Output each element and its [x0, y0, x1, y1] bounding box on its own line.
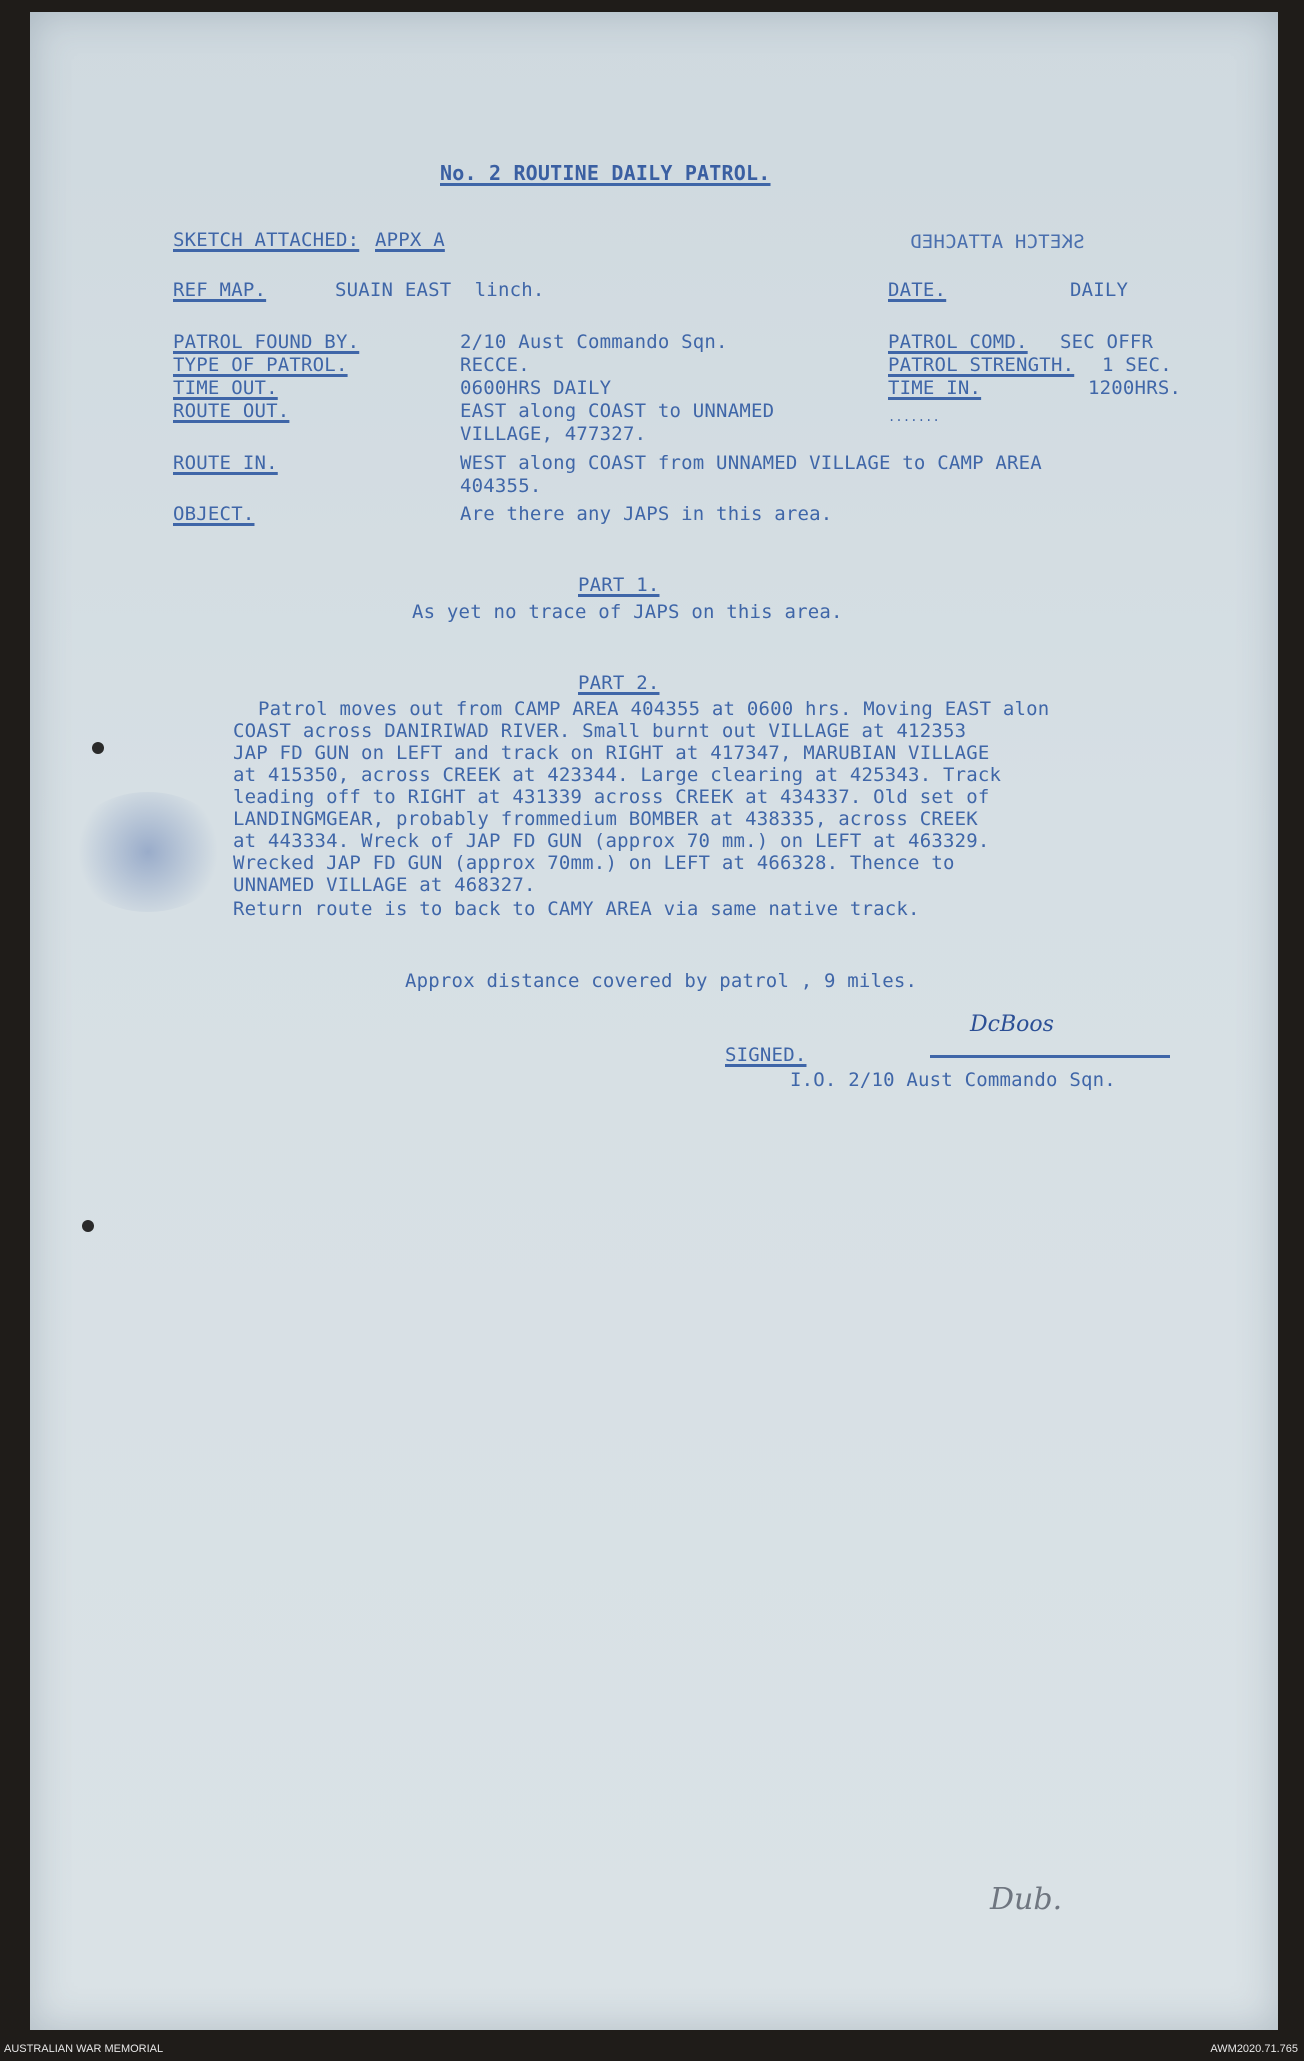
- route-out-label: ROUTE OUT.: [173, 400, 290, 422]
- part1-heading: PART 1.: [578, 574, 660, 596]
- date-label: DATE.: [888, 279, 947, 301]
- sketch-mirror: [910, 229, 1085, 255]
- part2-heading: PART 2.: [578, 672, 660, 694]
- part1-text: As yet no trace of JAPS on this area.: [412, 601, 843, 623]
- signed-label: SIGNED.: [725, 1044, 807, 1066]
- comd-label: PATROL COMD.: [888, 331, 1028, 353]
- ref-map-value: SUAIN EAST linch.: [335, 279, 545, 301]
- distance-text: Approx distance covered by patrol , 9 miles.: [405, 970, 918, 992]
- part2-line: leading off to RIGHT at 431339 across CREEK at 434337. Old set of: [233, 786, 990, 808]
- sketch-mirror-text: SKETCH ATTACHED: [910, 231, 1085, 253]
- part2-line: JAP FD GUN on LEFT and track on RIGHT at 417347, MARUBIAN VILLAGE: [233, 742, 990, 764]
- route-out-dots: .......: [888, 410, 940, 424]
- route-out-line1: EAST along COAST to UNNAMED: [460, 400, 775, 422]
- ref-map-label: REF MAP.: [173, 279, 267, 301]
- object-label: OBJECT.: [173, 503, 255, 525]
- strength-label: PATROL STRENGTH.: [888, 354, 1075, 376]
- time-out-value: 0600HRS DAILY: [460, 377, 612, 399]
- strength-value: 1 SEC.: [1102, 354, 1172, 376]
- ink-smudge: [68, 792, 228, 912]
- part2-line: LANDINGMGEAR, probably frommedium BOMBER at 438335, across CREEK: [233, 808, 978, 830]
- pencil-note: Dub.: [990, 1882, 1063, 1917]
- part2-line: Patrol moves out from CAMP AREA 404355 at 0600 hrs. Moving EAST alon: [258, 698, 1050, 720]
- part2-line: UNNAMED VILLAGE at 468327.: [233, 874, 536, 896]
- type-label: TYPE OF PATROL.: [173, 354, 348, 376]
- part2-line: at 443334. Wreck of JAP FD GUN (approx 70 mm.) on LEFT at 463329.: [233, 830, 990, 852]
- punch-hole-bottom: [82, 1220, 94, 1232]
- part2-line: at 415350, across CREEK at 423344. Large clearing at 425343. Track: [233, 764, 1002, 786]
- document-title: No. 2 ROUTINE DAILY PATROL.: [440, 161, 771, 185]
- document-page: [30, 12, 1278, 2030]
- route-in-line1: WEST along COAST from UNNAMED VILLAGE to CAMP AREA: [460, 452, 1042, 474]
- sketch-value: APPX A: [375, 229, 445, 251]
- found-by-label: PATROL FOUND BY.: [173, 331, 360, 353]
- signature-line: [930, 1055, 1170, 1058]
- sketch-label: SKETCH ATTACHED:: [173, 229, 360, 251]
- handwritten-signature: DcBoos: [970, 1012, 1054, 1037]
- date-value: DAILY: [1070, 279, 1129, 301]
- route-in-line2: 404355.: [460, 475, 542, 497]
- punch-hole-top: [92, 742, 104, 754]
- part2-line: COAST across DANIRIWAD RIVER. Small burnt out VILLAGE at 412353: [233, 720, 967, 742]
- time-in-label: TIME IN.: [888, 377, 982, 399]
- time-out-label: TIME OUT.: [173, 377, 278, 399]
- officer-text: I.O. 2/10 Aust Commando Sqn.: [790, 1069, 1116, 1091]
- comd-value: SEC OFFR: [1060, 331, 1154, 353]
- footer-left: AUSTRALIAN WAR MEMORIAL: [4, 2043, 164, 2055]
- part2-line: Return route is to back to CAMY AREA via same native track.: [233, 898, 920, 920]
- route-out-line2: VILLAGE, 477327.: [460, 423, 647, 445]
- time-in-value: 1200HRS.: [1088, 377, 1182, 399]
- object-value: Are there any JAPS in this area.: [460, 503, 833, 525]
- part2-line: Wrecked JAP FD GUN (approx 70mm.) on LEFT at 466328. Thence to: [233, 852, 955, 874]
- found-by-value: 2/10 Aust Commando Sqn.: [460, 331, 728, 353]
- route-in-label: ROUTE IN.: [173, 452, 278, 474]
- type-value: RECCE.: [460, 354, 530, 376]
- footer-right: AWM2020.71.765: [1210, 2043, 1298, 2055]
